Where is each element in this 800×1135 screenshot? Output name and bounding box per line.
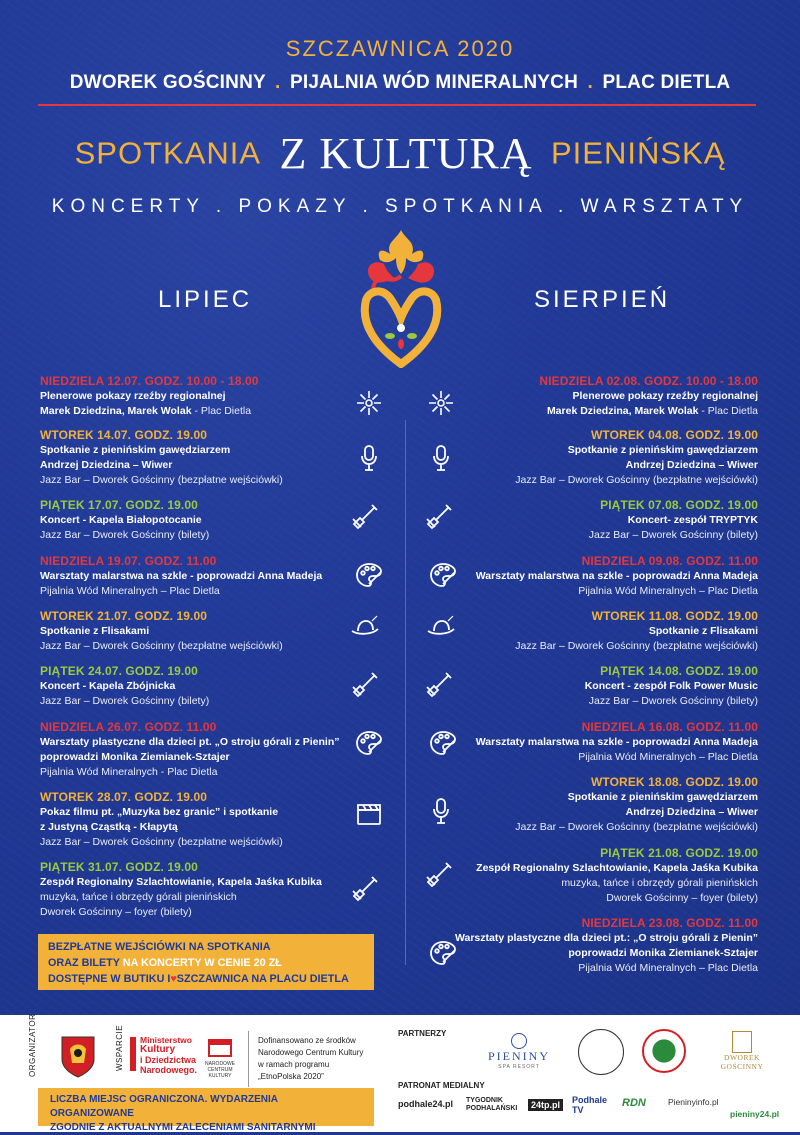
violin-icon [424, 500, 454, 530]
event-july-7: NIEDZIELA 26.07. GODZ. 11.00 Warsztaty plastyczne dla dzieci pt. „O stroju górali z Pienin” poprowadzi Monika Ziemianek-Sztajer Pijalnia Wód Mineralnych - Plac Dietla [40, 720, 340, 778]
media-pieninyinfo: Pieninyinfo.pl [668, 1097, 719, 1107]
partner-badge-icon [578, 1029, 624, 1075]
partner-seal-icon [642, 1029, 686, 1073]
media-tygodnik: TYGODNIK PODHALAŃSKI [466, 1097, 518, 1112]
venue-plac: PLAC DIETLA [602, 72, 731, 93]
venue-separator: . [587, 72, 593, 93]
page-title [0, 128, 800, 179]
subtitle: KONCERTY . POKAZY . SPOTKANIA . WARSZTATY [51, 196, 749, 217]
violin-icon [350, 668, 380, 698]
nck-logo-icon [208, 1039, 232, 1057]
media-podhale-tv: Podhale TV [572, 1095, 608, 1115]
header-divider [38, 104, 756, 106]
event-august-8: WTOREK 18.08. GODZ. 19.00 Spotkanie z pienińskim gawędziarzem Andrzej Dziedzina – Wiwer Jazz Bar – Dworek Gościnny (bezpłatne wejściówki) [515, 775, 758, 833]
hat-icon [350, 612, 380, 642]
month-august: SIERPIEŃ [534, 286, 671, 313]
palette-icon [428, 560, 458, 590]
microphone-icon [354, 443, 384, 473]
ministry-bar-icon [130, 1037, 136, 1071]
event-july-1: NIEDZIELA 12.07. GODZ. 10.00 - 18.00 Plenerowe pokazy rzeźby regionalnej Marek Dziedzina, Marek Wolak - Plac Dietla [40, 374, 259, 417]
event-august-9: PIĄTEK 21.08. GODZ. 19.00 Zespół Regionalny Szlachtowianie, Kapela Jaśka Kubika muzyka, tańce i obrzędy górali pienińskich Dworek Gościnny – foyer (bilety) [476, 846, 758, 904]
violin-icon [424, 668, 454, 698]
violin-icon [424, 858, 454, 888]
organizer-label: ORGANIZATOR [28, 1013, 37, 1077]
clapperboard-icon [354, 798, 384, 828]
month-july: LIPIEC [158, 286, 253, 313]
folk-heart-icon [356, 228, 446, 368]
event-july-4: NIEDZIELA 19.07. GODZ. 11.00 Warsztaty malarstwa na szkle - poprowadzi Anna Madeja Pijalnia Wód Mineralnych – Plac Dietla [40, 554, 323, 597]
dworek-logo: DWOREK GOŚCINNY [702, 1031, 782, 1071]
sun-pattern-icon [354, 388, 384, 418]
media-pieniny24: pieniny24.pl [730, 1109, 780, 1119]
szczawnica-crest-icon [60, 1035, 96, 1079]
violin-icon [350, 500, 380, 530]
event-august-1: NIEDZIELA 02.08. GODZ. 10.00 - 18.00 Plenerowe pokazy rzeźby regionalnej Marek Dziedzina, Marek Wolak - Plac Dietla [539, 374, 758, 417]
title-right: PIENIŃSKĄ [551, 135, 726, 171]
violin-icon [350, 872, 380, 902]
event-july-9: PIĄTEK 31.07. GODZ. 19.00 Zespół Regionalny Szlachtowianie, Kapela Jaśka Kubika muzyka, tańce i obrzędy górali pienińskich Dworek Gościnny – foyer (bilety) [40, 860, 322, 918]
event-july-3: PIĄTEK 17.07. GODZ. 19.00 Koncert - Kapela Białopotocanie Jazz Bar – Dworek Gościnny (bilety) [40, 498, 210, 541]
venue-pijalnia: PIJALNIA WÓD MINERALNYCH [289, 72, 579, 93]
event-august-7: NIEDZIELA 16.08. GODZ. 11.00 Warsztaty malarstwa na szkle - poprowadzi Anna Madeja Pijalnia Wód Mineralnych – Plac Dietla [475, 720, 758, 763]
media-podhale24: podhale24.pl [398, 1099, 454, 1109]
title-main: Z KULTURĄ [279, 129, 533, 178]
venues-line [0, 72, 800, 94]
hat-icon [426, 612, 456, 642]
venue-separator: . [275, 72, 281, 93]
event-july-6: PIĄTEK 24.07. GODZ. 19.00 Koncert - Kapela Zbójnicka Jazz Bar – Dworek Gościnny (bilety) [40, 664, 210, 707]
venue-dworek: DWOREK GOŚCINNY [69, 72, 266, 93]
microphone-icon [426, 443, 456, 473]
patronage-label: PATRONAT MEDIALNY [398, 1081, 485, 1090]
media-rdn: RDN [622, 1097, 646, 1109]
support-label: WSPARCIE [115, 1024, 124, 1071]
palette-icon [428, 938, 458, 968]
event-july-2: WTOREK 14.07. GODZ. 19.00 Spotkanie z pienińskim gawędziarzem Andrzej Dziedzina – Wiwer Jazz Bar – Dworek Gościnny (bezpłatne wejściówki) [40, 428, 283, 486]
event-july-8: WTOREK 28.07. GODZ. 19.00 Pokaz filmu pt. „Muzyka bez granic” i spotkanie z Justyną Cząstką - Kłapytą Jazz Bar – Dworek Gościnny (bezpłatne wejściówki) [40, 790, 283, 848]
sanitary-disclaimer: LICZBA MIEJSC OGRANICZONA. WYDARZENIA ORGANIZOWANE ZGODNIE Z AKTUALNYMI ZALECENIAMI SANITARNYMI [38, 1088, 374, 1126]
event-august-3: PIĄTEK 07.08. GODZ. 19.00 Koncert- zespół TRYPTYK Jazz Bar – Dworek Gościnny (bilety) [588, 498, 758, 541]
partners-label: PARTNERZY [398, 1029, 447, 1038]
event-august-4: NIEDZIELA 09.08. GODZ. 11.00 Warsztaty malarstwa na szkle - poprowadzi Anna Madeja Pijalnia Wód Mineralnych – Plac Dietla [475, 554, 758, 597]
palette-icon [354, 560, 384, 590]
timeline-divider [405, 420, 406, 965]
title-left: SPOTKANIA [74, 135, 262, 171]
event-july-5: WTOREK 21.07. GODZ. 19.00 Spotkanie z Flisakami Jazz Bar – Dworek Gościnny (bezpłatne wejściówki) [40, 609, 283, 652]
event-august-10: NIEDZIELA 23.08. GODZ. 11.00 Warsztaty plastyczne dla dzieci pt.: „O stroju górali z Pienin” poprowadzi Monika Ziemianek-Sztajer Pijalnia Wód Mineralnych – Plac Dietla [454, 916, 758, 974]
ticket-notice: BEZPŁATNE WEJŚCIÓWKI NA SPOTKANIA ORAZ BILETY NA KONCERTY W CENIE 20 ZŁ DOSTĘPNE W BUTIKU I♥SZCZAWNICA NA PLACU DIETLA [38, 934, 374, 990]
microphone-icon [426, 796, 456, 826]
sun-pattern-icon [426, 388, 456, 418]
event-year: SZCZAWNICA 2020 [285, 36, 515, 61]
funding-text: Dofinansowano ze środków Narodowego Centrum Kultury w ramach programu „EtnoPolska 2020” [258, 1036, 364, 1081]
pieniny-spa-logo: PIENINY SPA RESORT [484, 1033, 554, 1070]
ministry-logo: Ministerstwo Kultury i Dziedzictwa Narodowego. [140, 1035, 198, 1075]
media-24tp: 24tp.pl [528, 1099, 563, 1111]
event-august-2: WTOREK 04.08. GODZ. 19.00 Spotkanie z pienińskim gawędziarzem Andrzej Dziedzina – Wiwer Jazz Bar – Dworek Gościnny (bezpłatne wejściówki) [515, 428, 758, 486]
palette-icon [428, 728, 458, 758]
event-august-5: WTOREK 11.08. GODZ. 19.00 Spotkanie z Flisakami Jazz Bar – Dworek Gościnny (bezpłatne wejściówki) [515, 609, 758, 652]
event-august-6: PIĄTEK 14.08. GODZ. 19.00 Koncert - zespół Folk Power Music Jazz Bar – Dworek Gościnny (bilety) [584, 664, 758, 707]
palette-icon [354, 728, 384, 758]
nck-label: NARODOWE CENTRUM KULTURY [205, 1061, 235, 1079]
